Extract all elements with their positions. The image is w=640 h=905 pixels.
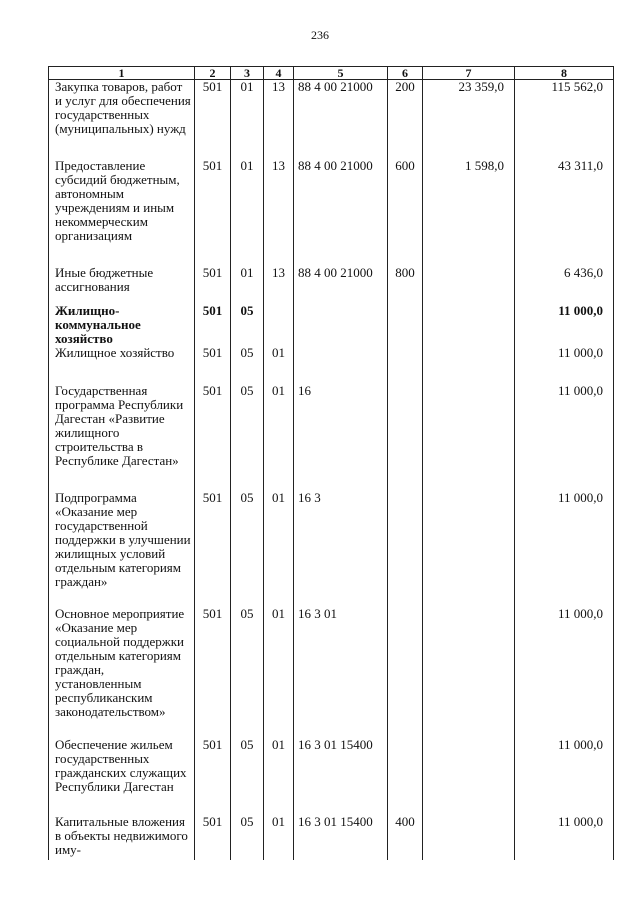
table-row — [49, 384, 614, 491]
amount-col8: 11 000,0 — [515, 738, 614, 815]
amount-col8: 11 000,0 — [515, 815, 614, 860]
ministry-code: 501 — [195, 607, 231, 738]
expense-name: Жилищно-коммунальное хозяйство — [49, 304, 195, 346]
target-article-code: 88 4 00 21000 — [294, 159, 388, 266]
ministry-code: 501 — [195, 266, 231, 304]
target-article-code: 16 3 — [294, 491, 388, 607]
amount-col7 — [423, 304, 515, 346]
table-row — [49, 304, 614, 346]
amount-col8: 6 436,0 — [515, 266, 614, 304]
subsection-code: 01 — [264, 346, 294, 384]
section-code: 05 — [231, 607, 264, 738]
amount-col7: 23 359,0 — [423, 80, 515, 159]
table-row — [49, 80, 614, 159]
expense-name: Предоставление субсидий бюджетным, автономным учреждениям и иным некоммерческим организациям — [49, 159, 195, 266]
expense-type-code — [388, 304, 423, 346]
subsection-code: 01 — [264, 607, 294, 738]
subsection-code: 01 — [264, 491, 294, 607]
expense-name: Закупка товаров, работ и услуг для обеспечения государственных (муниципальных) нужд — [49, 80, 195, 159]
expense-name: Основное мероприятие «Оказание мер социальной поддержки отдельным категориям граждан, установленным республиканским законодательством» — [49, 607, 195, 738]
subsection-code: 01 — [264, 815, 294, 860]
ministry-code: 501 — [195, 159, 231, 266]
amount-col7 — [423, 607, 515, 738]
budget-table — [48, 66, 614, 860]
section-code: 05 — [231, 815, 264, 860]
amount-col8: 11 000,0 — [515, 384, 614, 491]
table-header-row — [49, 67, 614, 80]
header-cell: 7 — [423, 67, 515, 80]
ministry-code: 501 — [195, 815, 231, 860]
expense-name: Иные бюджетные ассигнования — [49, 266, 195, 304]
target-article-code: 16 3 01 15400 — [294, 738, 388, 815]
section-code: 05 — [231, 304, 264, 346]
amount-col7 — [423, 384, 515, 491]
table-row — [49, 266, 614, 304]
expense-name: Капитальные вложения в объекты недвижимого иму- — [49, 815, 195, 860]
ministry-code: 501 — [195, 346, 231, 384]
subsection-code — [264, 304, 294, 346]
target-article-code: 16 3 01 15400 — [294, 815, 388, 860]
ministry-code: 501 — [195, 80, 231, 159]
expense-type-code: 200 — [388, 80, 423, 159]
ministry-code: 501 — [195, 738, 231, 815]
amount-col8: 11 000,0 — [515, 346, 614, 384]
amount-col8: 43 311,0 — [515, 159, 614, 266]
ministry-code: 501 — [195, 384, 231, 491]
expense-type-code — [388, 491, 423, 607]
expense-name: Обеспечение жильем государственных гражданских служащих Республики Дагестан — [49, 738, 195, 815]
target-article-code: 16 3 01 — [294, 607, 388, 738]
target-article-code: 88 4 00 21000 — [294, 80, 388, 159]
expense-type-code — [388, 346, 423, 384]
subsection-code: 13 — [264, 159, 294, 266]
expense-name: Подпрограмма «Оказание мер государственной поддержки в улучшении жилищных условий отдельным категориям граждан» — [49, 491, 195, 607]
section-code: 05 — [231, 384, 264, 491]
expense-type-code: 400 — [388, 815, 423, 860]
amount-col7: 1 598,0 — [423, 159, 515, 266]
header-cell: 2 — [195, 67, 231, 80]
table-row — [49, 491, 614, 607]
subsection-code: 13 — [264, 266, 294, 304]
amount-col8: 11 000,0 — [515, 491, 614, 607]
header-cell: 3 — [231, 67, 264, 80]
expense-type-code — [388, 384, 423, 491]
target-article-code: 16 — [294, 384, 388, 491]
section-code: 05 — [231, 738, 264, 815]
target-article-code: 88 4 00 21000 — [294, 266, 388, 304]
section-code: 01 — [231, 80, 264, 159]
expense-type-code — [388, 738, 423, 815]
header-cell: 8 — [515, 67, 614, 80]
header-cell: 5 — [294, 67, 388, 80]
expense-name: Жилищное хозяйство — [49, 346, 195, 384]
expense-type-code: 600 — [388, 159, 423, 266]
section-code: 01 — [231, 159, 264, 266]
header-cell: 1 — [49, 67, 195, 80]
section-code: 05 — [231, 491, 264, 607]
page-number: 236 — [311, 28, 329, 42]
table-row — [49, 738, 614, 815]
amount-col7 — [423, 346, 515, 384]
header-cell: 6 — [388, 67, 423, 80]
ministry-code: 501 — [195, 491, 231, 607]
table-row — [49, 607, 614, 738]
amount-col8: 11 000,0 — [515, 607, 614, 738]
target-article-code — [294, 346, 388, 384]
subsection-code: 13 — [264, 80, 294, 159]
ministry-code: 501 — [195, 304, 231, 346]
target-article-code — [294, 304, 388, 346]
amount-col7 — [423, 815, 515, 860]
expense-type-code — [388, 607, 423, 738]
subsection-code: 01 — [264, 738, 294, 815]
amount-col7 — [423, 266, 515, 304]
amount-col8: 115 562,0 — [515, 80, 614, 159]
table-row — [49, 346, 614, 384]
expense-type-code: 800 — [388, 266, 423, 304]
header-cell: 4 — [264, 67, 294, 80]
section-code: 05 — [231, 346, 264, 384]
amount-col7 — [423, 491, 515, 607]
expense-name: Государственная программа Республики Дагестан «Развитие жилищного строительства в Республике Дагестан» — [49, 384, 195, 491]
subsection-code: 01 — [264, 384, 294, 491]
table-row — [49, 159, 614, 266]
table-row — [49, 815, 614, 860]
amount-col7 — [423, 738, 515, 815]
amount-col8: 11 000,0 — [515, 304, 614, 346]
section-code: 01 — [231, 266, 264, 304]
